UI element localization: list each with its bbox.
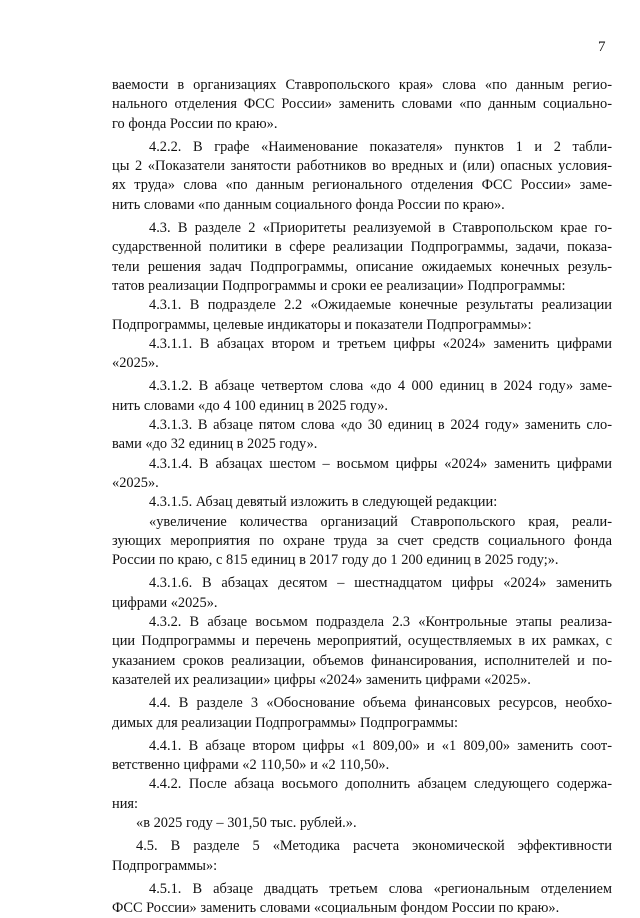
text-line: 4.3.1.5. Абзац девятый изложить в следующей редакции: xyxy=(149,494,498,511)
paragraph xyxy=(112,335,612,374)
paragraph xyxy=(112,837,612,876)
text-line: 4.3.1.6. В абзацах десятом – шестнадцатом цифры «2024» заменить xyxy=(149,575,612,592)
paragraph xyxy=(112,493,612,512)
text-line: цифрами «2025». xyxy=(112,594,218,611)
paragraph xyxy=(112,455,612,494)
text-line: 4.3.1.4. В абзацах шестом – восьмом цифры «2024» заменить цифрами xyxy=(149,455,612,472)
text-line: ваемости в организациях Ставропольского края» слова «по данным регио- xyxy=(112,77,612,93)
paragraph xyxy=(112,513,612,571)
text-line: татов реализации Подпрограммы и сроки ее реализации» Подпрограммы: xyxy=(112,277,566,294)
text-line: указанием сроков реализации, объемов финансирования, исполнителей и по- xyxy=(112,652,612,669)
text-line: тели решения задач Подпрограммы, описание ожидаемых конечных резуль- xyxy=(112,258,612,275)
text-line: Подпрограммы»: xyxy=(112,857,218,874)
text-line: нить словами «по данным социального фонда России по краю». xyxy=(112,196,505,213)
paragraph xyxy=(112,737,612,776)
paragraph xyxy=(112,138,612,215)
document-body xyxy=(112,76,612,918)
text-line: 4.3.1.1. В абзацах втором и третьем цифры «2024» заменить цифрами xyxy=(149,335,612,352)
text-line: ФСС России» заменить словами «социальным фондом России по краю». xyxy=(112,900,560,917)
paragraph xyxy=(112,694,612,733)
text-line: го фонда России по краю». xyxy=(112,115,278,132)
text-line: ях труда» слова «по данным регионального отделения ФСС России» заме- xyxy=(112,177,612,194)
text-line: вами «до 32 единиц в 2025 году». xyxy=(112,436,318,453)
paragraph xyxy=(112,574,612,613)
text-line: «2025». xyxy=(112,355,159,372)
paragraph xyxy=(112,76,612,134)
paragraph xyxy=(112,377,612,416)
text-line: нить словами «до 4 100 единиц в 2025 году». xyxy=(112,397,388,414)
text-line: 4.4.2. После абзаца восьмого дополнить абзацем следующего содержа- xyxy=(149,776,612,793)
text-line: ветственно цифрами «2 110,50» и «2 110,50». xyxy=(112,757,390,774)
paragraph xyxy=(112,880,612,918)
text-line: 4.2.2. В графе «Наименование показателя» пунктов 1 и 2 табли- xyxy=(149,138,612,155)
text-line: сударственной политики в сфере реализации Подпрограммы, задачи, показа- xyxy=(112,239,612,256)
page-number: 7 xyxy=(598,39,606,55)
text-line: 4.4. В разделе 3 «Обоснование объема финансовых ресурсов, необхо- xyxy=(149,695,612,712)
text-line: 4.3.1. В подразделе 2.2 «Ожидаемые конечные результаты реализации xyxy=(149,297,612,314)
text-line: казателей их реализации» цифры «2024» заменить цифрами «2025». xyxy=(112,671,531,688)
paragraph xyxy=(112,219,612,296)
text-line: зующих мероприятия по охране труда за счет средств социального фонда xyxy=(112,532,612,549)
paragraph xyxy=(112,775,612,814)
text-line: 4.4.1. В абзаце втором цифры «1 809,00» и «1 809,00» заменить соот- xyxy=(149,737,612,754)
text-line: 4.5.1. В абзаце двадцать третьем слова «региональным отделением xyxy=(149,880,612,897)
paragraph xyxy=(112,814,612,833)
text-line: 4.3.2. В абзаце восьмом подраздела 2.3 «Контрольные этапы реализа- xyxy=(149,614,612,631)
paragraph xyxy=(112,416,612,455)
text-line: нального отделения ФСС России» заменить словами «по данным социально- xyxy=(112,96,612,113)
text-line: ния: xyxy=(112,795,139,812)
text-line: Подпрограммы, целевые индикаторы и показатели Подпрограммы»: xyxy=(112,316,532,333)
text-line: 4.3.1.3. В абзаце пятом слова «до 30 единиц в 2024 году» заменить сло- xyxy=(149,417,612,434)
text-line: ции Подпрограммы и перечень мероприятий, осуществляемых в их рамках, с xyxy=(112,633,612,650)
text-line: цы 2 «Показатели занятости работников во вредных и (или) опасных условия- xyxy=(112,158,612,175)
text-line: 4.5. В разделе 5 «Методика расчета экономической эффективности xyxy=(136,838,612,855)
text-line: 4.3.1.2. В абзаце четвертом слова «до 4 000 единиц в 2024 году» заме- xyxy=(149,378,612,395)
paragraph xyxy=(112,296,612,335)
text-line: «увеличение количества организаций Ставропольского края, реали- xyxy=(149,513,612,530)
text-line: «2025». xyxy=(112,474,159,491)
text-line: России по краю, с 815 единиц в 2017 году до 1 200 единиц в 2025 году;». xyxy=(112,552,559,569)
text-line: димых для реализации Подпрограммы» Подпрограммы: xyxy=(112,714,458,731)
paragraph xyxy=(112,613,612,690)
text-line: «в 2025 году – 301,50 тыс. рублей.». xyxy=(136,814,357,831)
text-line: 4.3. В разделе 2 «Приоритеты реализуемой в Ставропольском крае го- xyxy=(149,220,612,237)
